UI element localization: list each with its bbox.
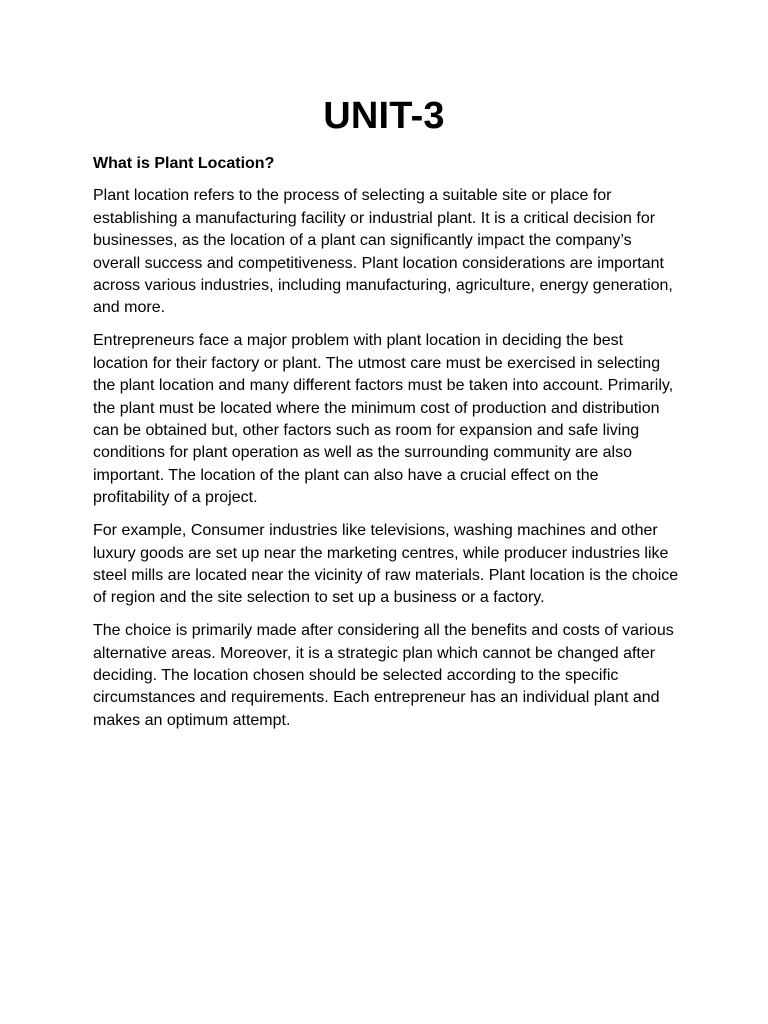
paragraph-definition: Plant location refers to the process of selecting a suitable site or place for establishing a manufacturing facility or industrial plant. It is a critical decision for businesses, as the location of a plant can significantly impact the company’s overall success and competitiveness. Plant location considerations are important across various industries, including manufacturing, agriculture, energy generation, and more.	[93, 187, 673, 317]
paragraph-choice: The choice is primarily made after considering all the benefits and costs of various alternative areas. Moreover, it is a strategic plan which cannot be changed after deciding. The location chosen should be selected according to the specific circumstances and requirements. Each entrepreneur has an individual plant and makes an optimum attempt.	[93, 622, 674, 729]
paragraph-entrepreneurs: Entrepreneurs face a major problem with plant location in deciding the best location for their factory or plant. The utmost care must be exercised in selecting the plant location and many different factors must be taken into account. Primarily, the plant must be located where the minimum cost of production and distribution can be obtained but, other factors such as room for expansion and safe living conditions for plant operation as well as the surrounding community are also important. The location of the plant can also have a crucial effect on the profitability of a project.	[93, 332, 674, 507]
document-title: UNIT-3	[323, 95, 445, 137]
paragraph-example: For example, Consumer industries like televisions, washing machines and other luxury goods are set up near the marketing centres, while producer industries like steel mills are located near the vicinity of raw materials. Plant location is the choice of region and the site selection to set up a business or a factory.	[93, 522, 679, 607]
section-heading: What is Plant Location?	[93, 155, 275, 172]
document-body	[93, 153, 679, 743]
